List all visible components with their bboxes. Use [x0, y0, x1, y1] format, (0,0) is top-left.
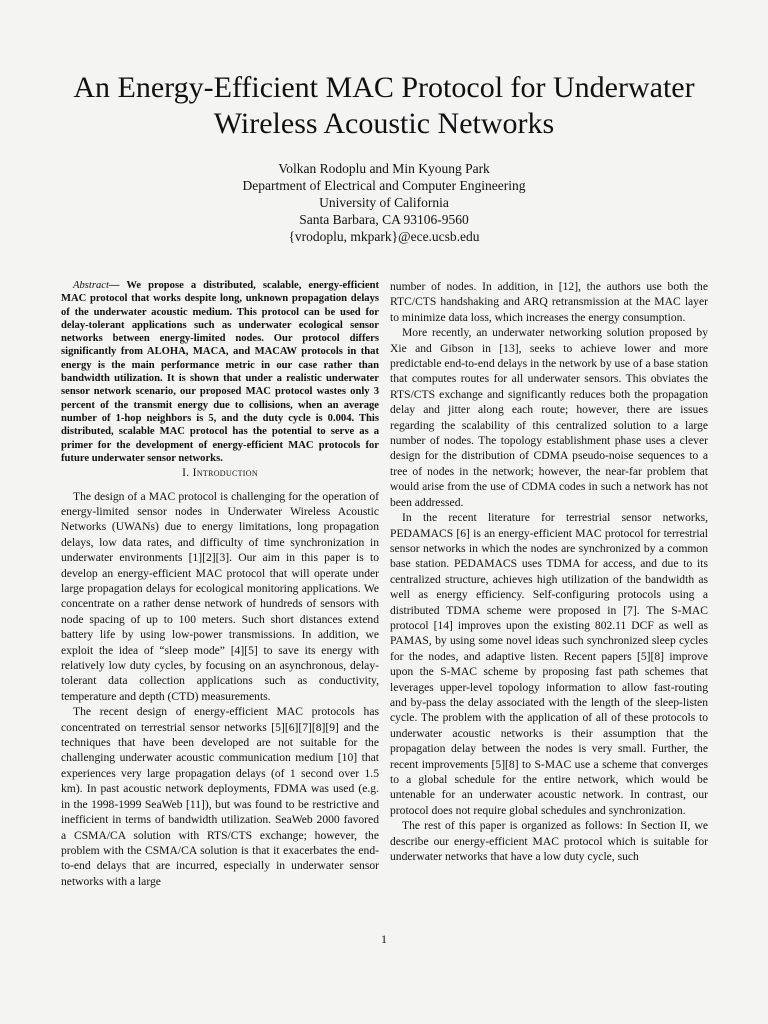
author-emails: {vrodoplu, mkpark}@ece.ucsb.edu	[288, 229, 480, 244]
author-department: Department of Electrical and Computer Engineering	[242, 178, 526, 193]
right-paragraph-3: The rest of this paper is organized as follows: In Section II, we describe our energy-efficient MAC protocol which is suitable for underwater networks that have a low duty cycle, such	[390, 819, 708, 864]
section-number: I.	[182, 466, 190, 480]
paper-title: An Energy-Efficient MAC Protocol for Underwater Wireless Acoustic Networks	[73, 71, 695, 140]
intro-paragraph-1: The design of a MAC protocol is challenging for the operation of energy-limited sensor nodes in Underwater Wireless Acoustic Networks (UWANs) due to energy limitations, long propagation delays, low data rates, and difficulty of time synchronization in underwater environments [1][2][3]. Our aim in this paper is to develop an energy-efficient MAC protocol that will operate under large propagation delays for ecological monitoring applications. We concentrate on a rather dense network of hundreds of sensors with node spacing of up to 100 meters. Such short distances extend battery life by using low-power transmissions. In addition, we exploit the idea of “sleep mode” [4][5] to save its energy with relatively low duty cycles, by focusing on an asynchronous, delay-tolerant data collection applications such as conductivity, temperature and depth (CTD) measurements.	[61, 489, 379, 703]
abstract-label: Abstract	[73, 280, 109, 291]
right-paragraph-1: More recently, an underwater networking solution proposed by Xie and Gibson in [13], seeks to achieve lower and more predictable end-to-end delays in the network by use of a base station that computes routes for all underwater sensors. This obviates the RTS/CTS exchange and significantly reduces both the propagation delay and jitter along each route; however, there are issues regarding the scalability of this centralized solution to a large number of nodes. The topology establishment phase uses a clever design for the distribution of CDMA pseudo-noise sequences to a tree of nodes in the network; however, the near-far problem that would arise from the use of CDMA codes in such a network has not been addressed.	[390, 326, 708, 509]
intro-paragraph-2: The recent design of energy-efficient MAC protocols has concentrated on terrestrial sensor networks [5][6][7][8][9] and the techniques that have been developed are not suitable for the challenging underwater acoustic communication medium [10] that experiences very large propagation delays (of 1 second over 1.5 km). In past acoustic network deployments, FDMA was used (e.g. in the 1998-1999 SeaWeb [11]), but was found to be restrictive and inefficient in terms of bandwidth utilization. SeaWeb 2000 favored a CSMA/CA solution with RTS/CTS exchange; however, the problem with the CSMA/CA solution is that it exacerbates the end-to-end delays that are incurred, especially in underwater sensor networks with a large	[61, 705, 379, 888]
author-location: Santa Barbara, CA 93106-9560	[299, 212, 469, 227]
right-paragraph-2: In the recent literature for terrestrial sensor networks, PEDAMACS [6] is an energy-efficient MAC protocol for terrestrial sensor networks in which the nodes are synchronized by a common base station. PEDAMACS uses TDMA for access, and due to its centralized structure, achieves high utilization of the bandwidth as well as energy efficiency. Self-configuring protocols using a distributed TDMA scheme were proposed in [7]. The S-MAC protocol [14] improves upon the existing 802.11 DCF as well as PAMAS, by using some novel ideas such synchronized sleep cycles for the nodes, and adaptive listen. Recent papers [5][8] improve upon the S-MAC scheme by proposing fast path schemes that leverages upper-level topology information to allow fast-routing and by-pass the delay associated with the length of the sleep-listen cycle. The problem with the application of all of these protocols to underwater acoustic networks is their assumption that the propagation delay between the nodes is very small. Further, the recent improvements [5][8] to S-MAC use a scheme that converges to a global schedule for the entire network, which would be untenable for an underwater acoustic network. In contrast, our protocol does not require global schedules and synchronization.	[390, 511, 708, 817]
section-title: Introduction	[192, 466, 258, 480]
right-column	[390, 279, 708, 864]
abstract-separator: —	[108, 280, 120, 291]
author-university: University of California	[319, 195, 449, 210]
author-block	[100, 160, 668, 245]
abstract-text: We propose a distributed, scalable, energy-efficient MAC protocol that works despite long, unknown propagation delays of the underwater acoustic medium. This protocol can be used for delay-tolerant applications such as underwater ecological sensor networks between energy-limited nodes. Our protocol differs significantly from ALOHA, MACA, and MACAW protocols in that energy is the main performance metric in our case rather than bandwidth utilization. It is shown that under a realistic underwater sensor network scenario, our proposed MAC protocol wastes only 3 percent of the transmit energy due to collisions, when an average number of 1-hop neighbors is 5, and the duty cycle is 0.004. This distributed, scalable MAC protocol has the potential to serve as a primer for the development of energy-efficient MAC protocols for future underwater sensor networks.	[61, 280, 379, 464]
right-continuation-paragraph: number of nodes. In addition, in [12], the authors use both the RTC/CTS handshaking and ARQ retransmission at the MAC layer to minimize data loss, which increases the energy consumption.	[390, 280, 708, 324]
abstract	[61, 279, 379, 465]
section-heading-introduction	[61, 465, 379, 480]
author-names: Volkan Rodoplu and Min Kyoung Park	[278, 161, 490, 176]
left-column	[61, 279, 379, 889]
page-number: 1	[381, 932, 387, 946]
